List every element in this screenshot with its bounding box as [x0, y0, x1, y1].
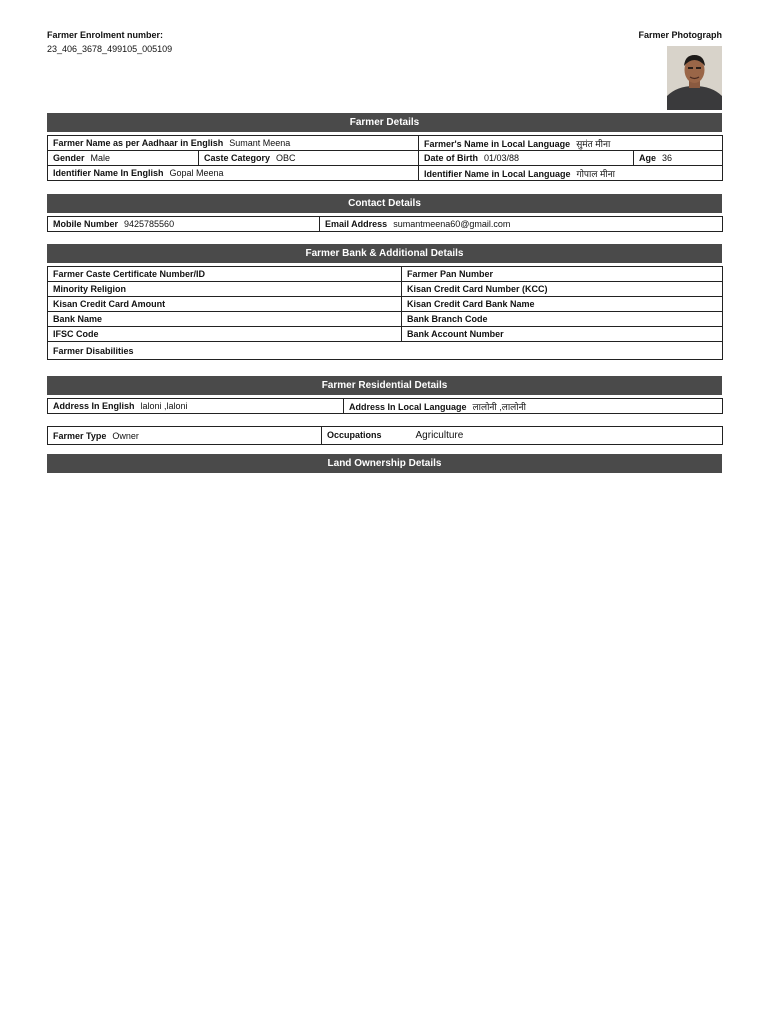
- age-label: Age: [639, 153, 657, 163]
- kcc-bank-name-label: Kisan Credit Card Bank Name: [407, 299, 535, 309]
- date-of-birth-value: 01/03/88: [484, 153, 520, 163]
- table-row: [48, 312, 723, 327]
- mobile-number-label: Mobile Number: [53, 219, 119, 229]
- gender-label: Gender: [53, 153, 85, 163]
- contact-details-table: [47, 216, 723, 232]
- table-row: [48, 282, 723, 297]
- address-english-value: laloni ,laloni: [140, 401, 188, 411]
- table-row: [48, 151, 723, 166]
- address-local-value: लालोनी ,लालोनी: [472, 401, 526, 412]
- age-cell: [634, 151, 723, 166]
- name-english-value: Sumant Meena: [229, 138, 291, 148]
- table-row: [48, 327, 723, 342]
- address-local-cell: [344, 399, 723, 414]
- table-row: [48, 136, 723, 151]
- table-row: [48, 297, 723, 312]
- email-address-label: Email Address: [325, 219, 388, 229]
- address-english-cell: [48, 399, 344, 414]
- table-row: [48, 267, 723, 282]
- occupation-table: [47, 426, 723, 445]
- name-local-label: Farmer's Name in Local Language: [424, 138, 571, 149]
- caste-category-cell: [199, 151, 419, 166]
- table-row: [48, 217, 723, 232]
- occupations-value: Agriculture: [415, 430, 464, 441]
- pan-number-label: Farmer Pan Number: [407, 269, 494, 279]
- occupations-cell: [322, 427, 723, 445]
- farmer-photograph-label: Farmer Photograph: [638, 30, 722, 40]
- bank-details-table: [47, 266, 723, 360]
- enrolment-number-label: Farmer Enrolment number:: [47, 30, 164, 40]
- branch-code-cell: [402, 312, 723, 327]
- table-row: [48, 399, 723, 414]
- bank-details-heading: Farmer Bank & Additional Details: [47, 244, 722, 263]
- date-of-birth-cell: [419, 151, 634, 166]
- kcc-number-cell: [402, 282, 723, 297]
- name-english-label: Farmer Name as per Aadhaar in English: [53, 138, 224, 148]
- farmer-photo-image: [667, 46, 722, 110]
- table-row: [48, 342, 723, 360]
- age-value: 36: [662, 153, 673, 163]
- contact-details-heading: Contact Details: [47, 194, 722, 213]
- caste-certificate-label: Farmer Caste Certificate Number/ID: [53, 269, 206, 279]
- kcc-bank-name-cell: [402, 297, 723, 312]
- caste-category-label: Caste Category: [204, 153, 271, 163]
- mobile-number-value: 9425785560: [124, 219, 175, 229]
- minority-religion-cell: [48, 282, 402, 297]
- kcc-amount-cell: [48, 297, 402, 312]
- gender-value: Male: [90, 153, 111, 163]
- name-local-cell: [419, 136, 723, 151]
- table-row: [48, 166, 723, 181]
- identifier-local-value: गोपाल मीना: [576, 168, 616, 179]
- enrolment-number-value: 23_406_3678_499105_005109: [47, 44, 173, 54]
- farmer-type-value: Owner: [112, 430, 139, 441]
- address-local-label: Address In Local Language: [349, 401, 467, 412]
- caste-certificate-cell: [48, 267, 402, 282]
- disabilities-label: Farmer Disabilities: [53, 345, 134, 356]
- farmer-details-table: [47, 135, 723, 181]
- kcc-number-label: Kisan Credit Card Number (KCC): [407, 284, 548, 294]
- address-english-label: Address In English: [53, 401, 135, 411]
- kcc-amount-label: Kisan Credit Card Amount: [53, 299, 166, 309]
- ifsc-code-label: IFSC Code: [53, 329, 99, 339]
- caste-category-value: OBC: [276, 153, 296, 163]
- farmer-type-cell: [48, 427, 322, 445]
- table-row: [48, 427, 723, 445]
- residential-details-table: [47, 398, 723, 414]
- date-of-birth-label: Date of Birth: [424, 153, 478, 163]
- name-local-value: सुमंत मीना: [576, 138, 611, 149]
- email-address-cell: [320, 217, 723, 232]
- branch-code-label: Bank Branch Code: [407, 314, 488, 324]
- ifsc-code-cell: [48, 327, 402, 342]
- identifier-local-cell: [419, 166, 723, 181]
- identifier-local-label: Identifier Name in Local Language: [424, 168, 571, 179]
- residential-details-heading: Farmer Residential Details: [47, 376, 722, 395]
- name-english-cell: [48, 136, 419, 151]
- farmer-photograph: [667, 46, 722, 110]
- land-ownership-heading: Land Ownership Details: [47, 454, 722, 473]
- identifier-english-label: Identifier Name In English: [53, 168, 164, 178]
- mobile-number-cell: [48, 217, 320, 232]
- bank-name-label: Bank Name: [53, 314, 103, 324]
- pan-number-cell: [402, 267, 723, 282]
- account-number-cell: [402, 327, 723, 342]
- farmer-details-heading: Farmer Details: [47, 113, 722, 132]
- occupations-label: Occupations: [327, 430, 382, 440]
- document-header: [47, 28, 722, 112]
- account-number-label: Bank Account Number: [407, 329, 504, 339]
- bank-name-cell: [48, 312, 402, 327]
- disabilities-cell: [48, 342, 723, 360]
- email-address-value: sumantmeena60@gmail.com: [393, 219, 511, 229]
- farmer-type-label: Farmer Type: [53, 430, 107, 441]
- gender-cell: [48, 151, 199, 166]
- identifier-english-cell: [48, 166, 419, 181]
- identifier-english-value: Gopal Meena: [169, 168, 224, 178]
- minority-religion-label: Minority Religion: [53, 284, 126, 294]
